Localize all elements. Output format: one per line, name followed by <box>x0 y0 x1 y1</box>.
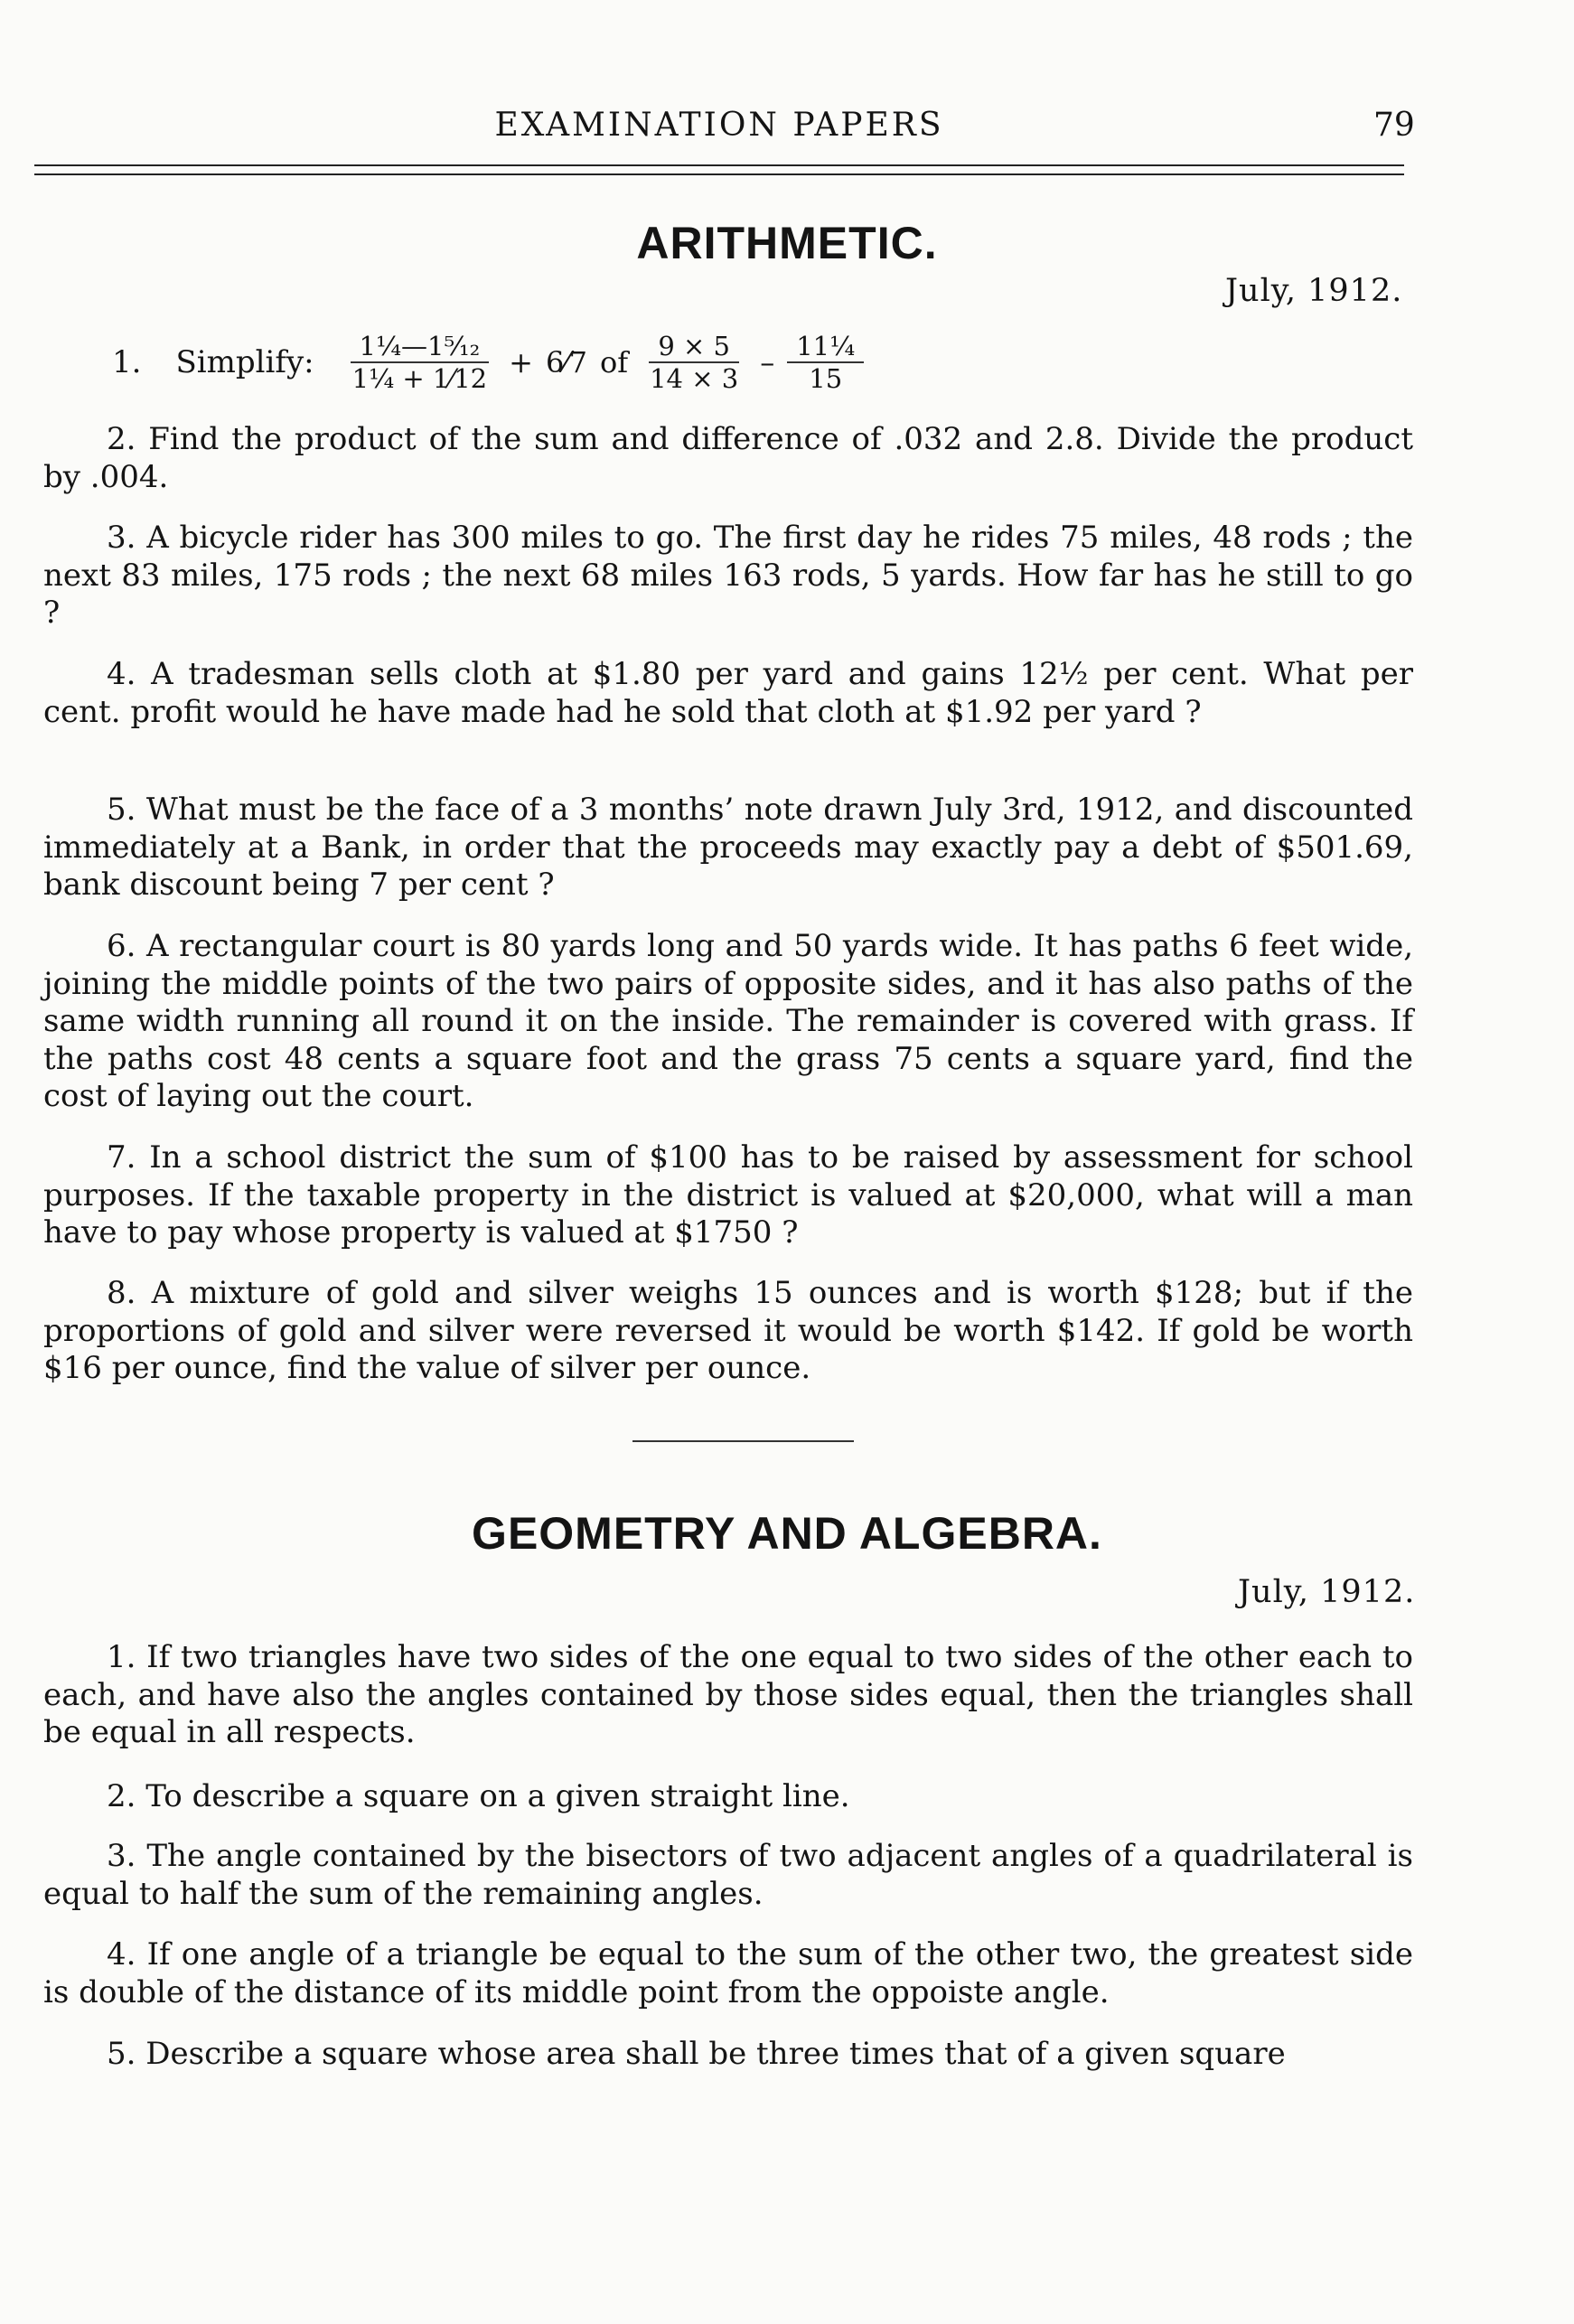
section-separator <box>632 1440 854 1442</box>
fraction-1-numerator: 1¼—1⁵⁄₁₂ <box>351 331 490 363</box>
fraction-3 <box>641 331 747 394</box>
fraction-4 <box>787 331 864 394</box>
geometry-question-3: 3. The angle contained by the bisectors of two adjacent angles of a quadrilateral is equal to half the sum of the remaining angles. <box>43 1838 1413 1912</box>
fraction-1 <box>343 331 497 394</box>
fraction-4-denominator: 15 <box>809 363 843 394</box>
geometry-question-1: 1. If two triangles have two sides of the one equal to two sides of the other each to each, and have also the angles contained by those sides equal, then the triangles shall be equal in all respects. <box>43 1639 1413 1750</box>
plus-sign: + <box>509 345 533 380</box>
geometry-question-5: 5. Describe a square whose area shall be three times that of a given square <box>107 2036 1286 2072</box>
question-1-number: 1. <box>112 344 142 380</box>
geometry-date: July, 1912. <box>1238 1574 1416 1610</box>
geometry-question-2: 2. To describe a square on a given straight line. <box>107 1778 850 1814</box>
arithmetic-question-5: 5. What must be the face of a 3 months’ note drawn July 3rd, 1912, and discounted immediately at a Bank, in order that the proceeds may exactly pay a debt of $501.69, bank discount being 7 per cent ? <box>43 792 1413 903</box>
geometry-title: GEOMETRY AND ALGEBRA. <box>472 1508 1102 1559</box>
header-rule-top <box>34 164 1404 166</box>
running-head: EXAMINATION PAPERS <box>494 107 944 144</box>
arithmetic-question-2: 2. Find the product of the sum and difference of .032 and 2.8. Divide the product by .004. <box>43 421 1413 495</box>
arithmetic-date: July, 1912. <box>1225 273 1403 309</box>
fraction-4-numerator: 11¼ <box>787 331 864 363</box>
fraction-3-denominator: 14 × 3 <box>650 363 739 394</box>
arithmetic-question-3: 3. A bicycle rider has 300 miles to go. The first day he rides 75 miles, 48 rods ; the next 83 miles, 175 rods ; the next 68 miles 163 rods, 5 yards. How far has he still to go ? <box>43 520 1413 631</box>
page-number: 79 <box>1373 107 1415 144</box>
fraction-1-denominator: 1¼ + 1⁄12 <box>351 363 488 394</box>
geometry-question-4: 4. If one angle of a triangle be equal to the sum of the other two, the greatest side is double of the distance of its middle point from the oppoiste angle. <box>43 1936 1413 2010</box>
arithmetic-question-6: 6. A rectangular court is 80 yards long and 50 yards wide. It has paths 6 feet wide, joining the middle points of the two pairs of opposite sides, and it has also paths of the same width running all round it on the inside. The remainder is covered with grass. If the paths cost 48 cents a square foot and the grass 75 cents a square yard, find the cost of laying out the court. <box>43 928 1413 1114</box>
arithmetic-question-7: 7. In a school district the sum of $100 has to be raised by assessment for school purposes. If the taxable property in the district is valued at $20,000, what will a man have to pay whose property is valued at $1750 ? <box>43 1139 1413 1251</box>
fraction-2: 6⁄7 <box>545 345 587 380</box>
arithmetic-question-8: 8. A mixture of gold and silver weighs 15 ounces and is worth $128; but if the proportions of gold and silver were reversed it would be worth $142. If gold be worth $16 per ounce, find the value of silver per ounce. <box>43 1275 1413 1386</box>
header-rule-bottom <box>34 173 1404 175</box>
simplify-label: Simplify: <box>175 344 314 380</box>
of-word: of <box>600 345 629 380</box>
fraction-3-numerator: 9 × 5 <box>649 331 739 363</box>
arithmetic-question-4: 4. A tradesman sells cloth at $1.80 per yard and gains 12½ per cent. What per cent. profit would he have made had he sold that cloth at $1.92 per yard ? <box>43 656 1413 730</box>
minus-sign: – <box>760 345 775 380</box>
arithmetic-title: ARITHMETIC. <box>636 218 938 268</box>
question-1-simplify <box>112 313 864 412</box>
